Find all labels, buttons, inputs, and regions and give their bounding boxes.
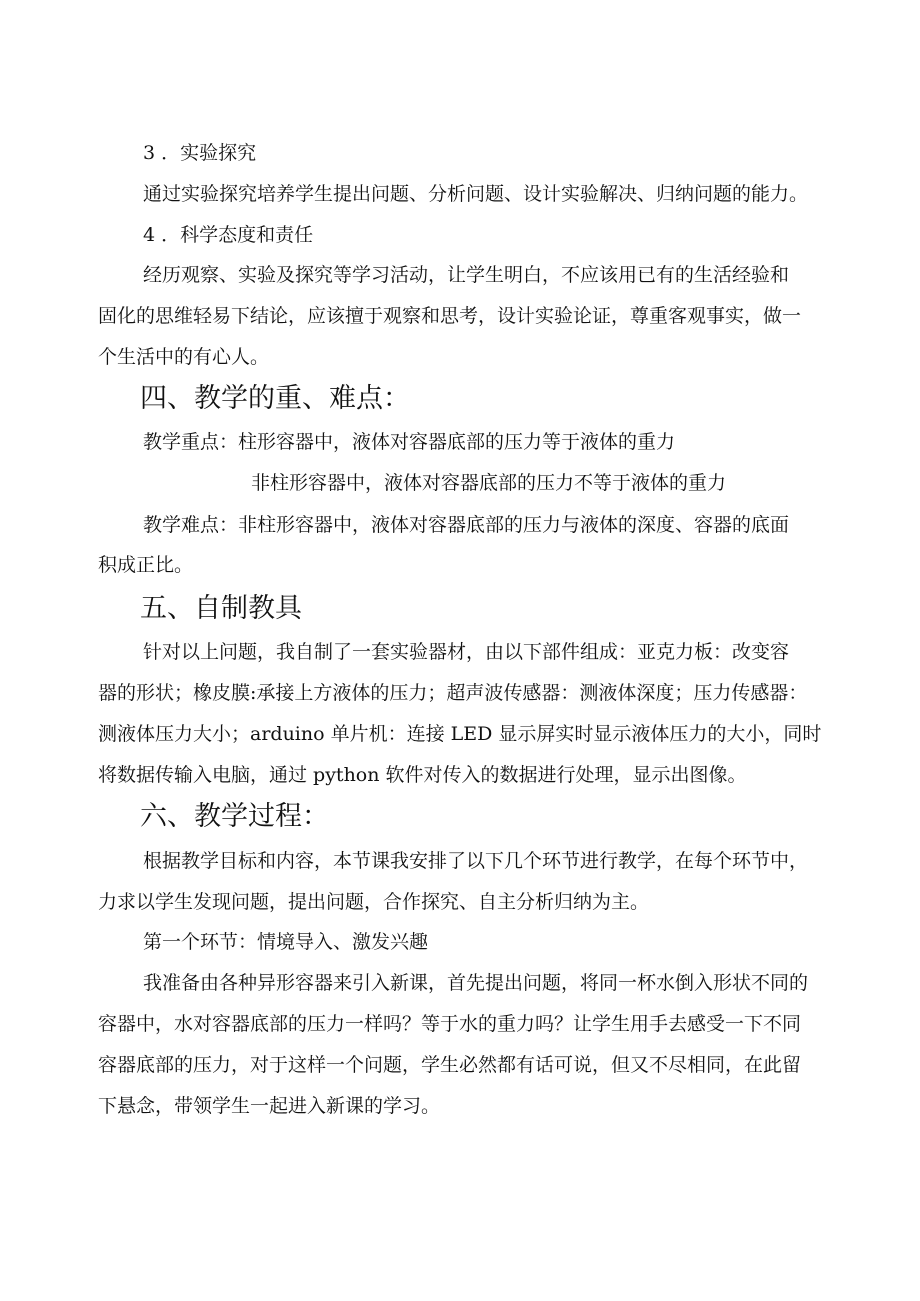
section-3-body: 通过实验探究培养学生提出问题、分析问题、设计实验解决、归纳问题的能力。 (143, 183, 809, 205)
step-1-title: 第一个环节：情境导入、激发兴趣 (143, 931, 429, 953)
paragraph-line: 经历观察、实验及探究等学习活动，让学生明白，不应该用已有的生活经验和 (143, 264, 790, 286)
paragraph-line: 将数据传输入电脑，通过 python 软件对传入的数据进行处理，显示出图像。 (98, 764, 747, 786)
heading-self-made-aids: 五、自制教具 (140, 593, 302, 624)
teaching-key-point: 教学重点：柱形容器中，液体对容器底部的压力等于液体的重力 (143, 431, 676, 453)
teaching-difficult-point-cont: 积成正比。 (98, 554, 194, 576)
heading-key-difficult-points: 四、教学的重、难点： (140, 383, 410, 414)
section-4-title: 4 ．科学态度和责任 (143, 224, 314, 246)
paragraph-line: 我准备由各种异形容器来引入新课，首先提出问题，将同一杯水倒入形状不同的 (143, 972, 809, 994)
paragraph-line: 测液体压力大小；arduino 单片机：连接 LED 显示屏实时显示液体压力的大小，同时 (98, 723, 822, 745)
paragraph-line: 针对以上问题，我自制了一套实验器材，由以下部件组成：亚克力板：改变容 (143, 641, 790, 663)
paragraph-line: 根据教学目标和内容，本节课我安排了以下几个环节进行教学，在每个环节中， (143, 850, 809, 872)
paragraph-line: 容器中，水对容器底部的压力一样吗？等于水的重力吗？让学生用手去感受一下不同 (98, 1013, 802, 1035)
heading-teaching-process: 六、教学过程： (140, 801, 329, 832)
paragraph-line: 力求以学生发现问题，提出问题，合作探究、自主分析归纳为主。 (98, 891, 650, 913)
paragraph-line: 容器底部的压力，对于这样一个问题，学生必然都有话可说，但又不尽相同，在此留 (98, 1054, 802, 1076)
paragraph-line: 固化的思维轻易下结论，应该擅于观察和思考，设计实验论证，尊重客观事实，做一 (98, 305, 802, 327)
paragraph-line: 下悬念，带领学生一起进入新课的学习。 (98, 1095, 441, 1117)
paragraph-line: 个生活中的有心人。 (98, 346, 270, 368)
teaching-difficult-point: 教学难点：非柱形容器中，液体对容器底部的压力与液体的深度、容器的底面 (143, 514, 790, 536)
teaching-key-point-2: 非柱形容器中，液体对容器底部的压力不等于液体的重力 (251, 472, 727, 494)
section-3-title: 3 ．实验探究 (143, 142, 257, 164)
paragraph-line: 器的形状；橡皮膜:承接上方液体的压力；超声波传感器：测液体深度；压力传感器： (98, 682, 808, 704)
